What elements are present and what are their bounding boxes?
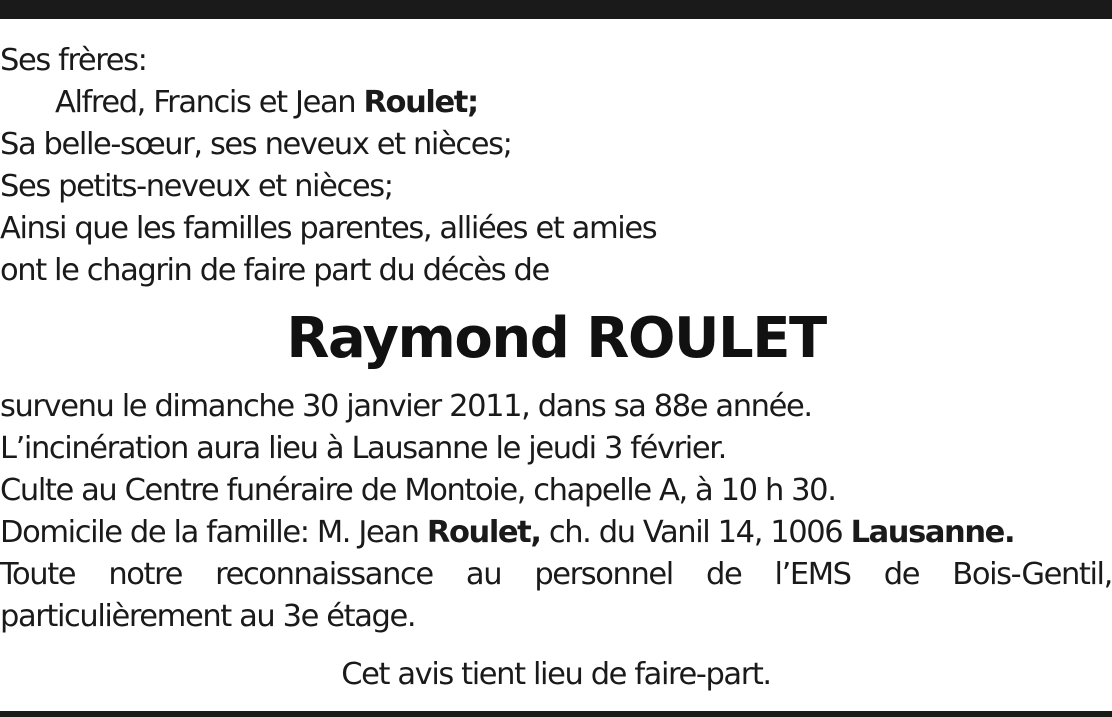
domicile-label: Domicile de la famille: M. Jean (0, 515, 427, 550)
brothers-names-text: Alfred, Francis et Jean (55, 85, 364, 120)
thanks-word: reconnaissance (215, 557, 433, 592)
thanks-word: Bois-Gentil, (952, 557, 1112, 592)
domicile-name: Roulet, (426, 515, 541, 550)
intro-grand-nephews: Ses petits-neveux et nièces; (0, 169, 393, 204)
date-of-death: survenu le dimanche 30 janvier 2011, dans sa 88e année. (0, 389, 812, 424)
deceased-name: Raymond ROULET (286, 306, 826, 371)
brothers-surname: Roulet; (363, 85, 478, 120)
intro-sister-in-law: Sa belle-sœur, ses neveux et nièces; (0, 127, 512, 162)
intro-families: Ainsi que les familles parentes, alliées et amies (0, 211, 657, 246)
family-domicile (0, 512, 1112, 554)
thanks-word: l’EMS (774, 557, 851, 592)
thanks-word: de (706, 557, 742, 592)
thanks-word: personnel (534, 557, 673, 592)
bottom-rule (0, 711, 1112, 717)
domicile-address: ch. du Vanil 14, 1006 (540, 515, 851, 550)
thanks-word: Toute (0, 557, 76, 592)
thanks-word: au (465, 557, 502, 592)
intro-announcement: ont le chagrin de faire part du décès de (0, 253, 549, 288)
obituary-notice (0, 40, 1112, 696)
thanks-word: notre (108, 557, 182, 592)
intro-brothers-names (0, 82, 1112, 124)
thanks-word: de (883, 557, 920, 592)
notice-footer: Cet avis tient lieu de faire-part. (341, 657, 771, 692)
thanks-line-continued: particulièrement au 3e étage. (0, 599, 416, 634)
thanks-line (0, 554, 1112, 596)
cremation-info: L’incinération aura lieu à Lausanne le jeudi 3 février. (0, 431, 726, 466)
top-rule (0, 0, 1112, 19)
domicile-city: Lausanne. (850, 515, 1015, 550)
intro-brothers-heading: Ses frères: (0, 43, 147, 78)
service-info: Culte au Centre funéraire de Montoie, chapelle A, à 10 h 30. (0, 473, 836, 508)
